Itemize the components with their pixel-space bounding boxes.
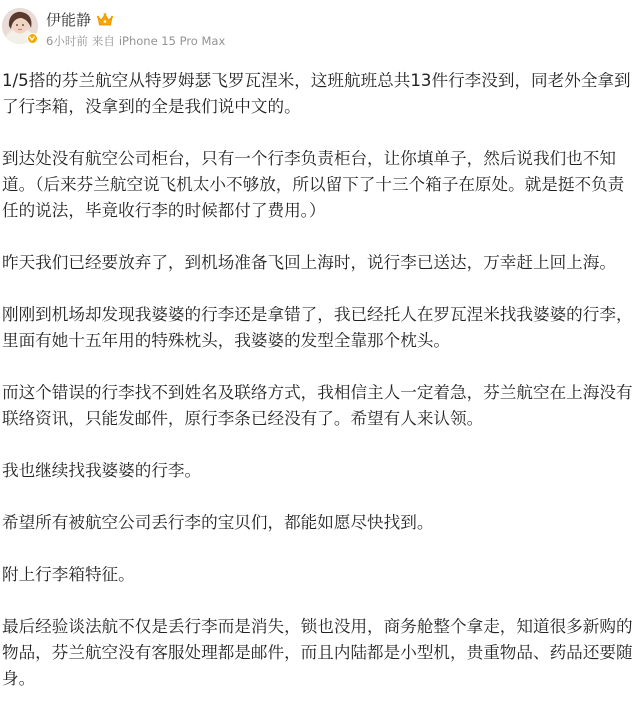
post-paragraph: 而这个错误的行李找不到姓名及联络方式，我相信主人一定着急，芬兰航空在上海没有联络资讯，只能发邮件，原行李条已经没有了。希望有人来认领。 <box>2 383 633 428</box>
post-paragraph: 希望所有被航空公司丢行李的宝贝们，都能如愿尽快找到。 <box>2 513 434 532</box>
post-paragraph: 刚刚到机场却发现我婆婆的行李还是拿错了，我已经托人在罗瓦涅米找我婆婆的行李，里面有她十五年用的特殊枕头，我婆婆的发型全靠那个枕头。 <box>2 305 633 350</box>
post-body <box>2 68 636 718</box>
crown-icon[interactable] <box>96 12 114 28</box>
post-time[interactable]: 6小时前 <box>46 34 88 48</box>
post-paragraph: 昨天我们已经要放弃了，到机场准备飞回上海时，说行李已送达，万幸赶上回上海。 <box>2 253 616 272</box>
post-paragraph: 附上行李箱特征。 <box>2 565 135 584</box>
vip-icon <box>27 33 38 44</box>
post-paragraph: 最后经验谈法航不仅是丢行李而是消失，锁也没用，商务舱整个拿走，知道很多新购的物品，芬兰航空没有客服处理都是邮件，而且内陆都是小型机，贵重物品、药品还要随身。 <box>2 617 633 688</box>
post-paragraph: 到达处没有航空公司柜台，只有一个行李负责柜台，让你填单子，然后说我们也不知道。（后来芬兰航空说飞机太小不够放，所以留下了十三个箱子在原处。就是挺不负责任的说法，毕竟收行李的时候都付了费用。） <box>2 149 625 220</box>
post-paragraph: 我也继续找我婆婆的行李。 <box>2 461 202 480</box>
post-source-prefix: 来自 <box>91 34 115 48</box>
user-name[interactable]: 伊能静 <box>46 11 92 29</box>
post-header <box>0 0 640 56</box>
post-device: iPhone 15 Pro Max <box>118 34 226 48</box>
post-paragraph: 1/5搭的芬兰航空从特罗姆瑟飞罗瓦涅米，这班航班总共13件行李没到，同老外全拿到了行李箱，没拿到的全是我们说中文的。 <box>2 71 631 116</box>
post-meta <box>46 34 225 48</box>
